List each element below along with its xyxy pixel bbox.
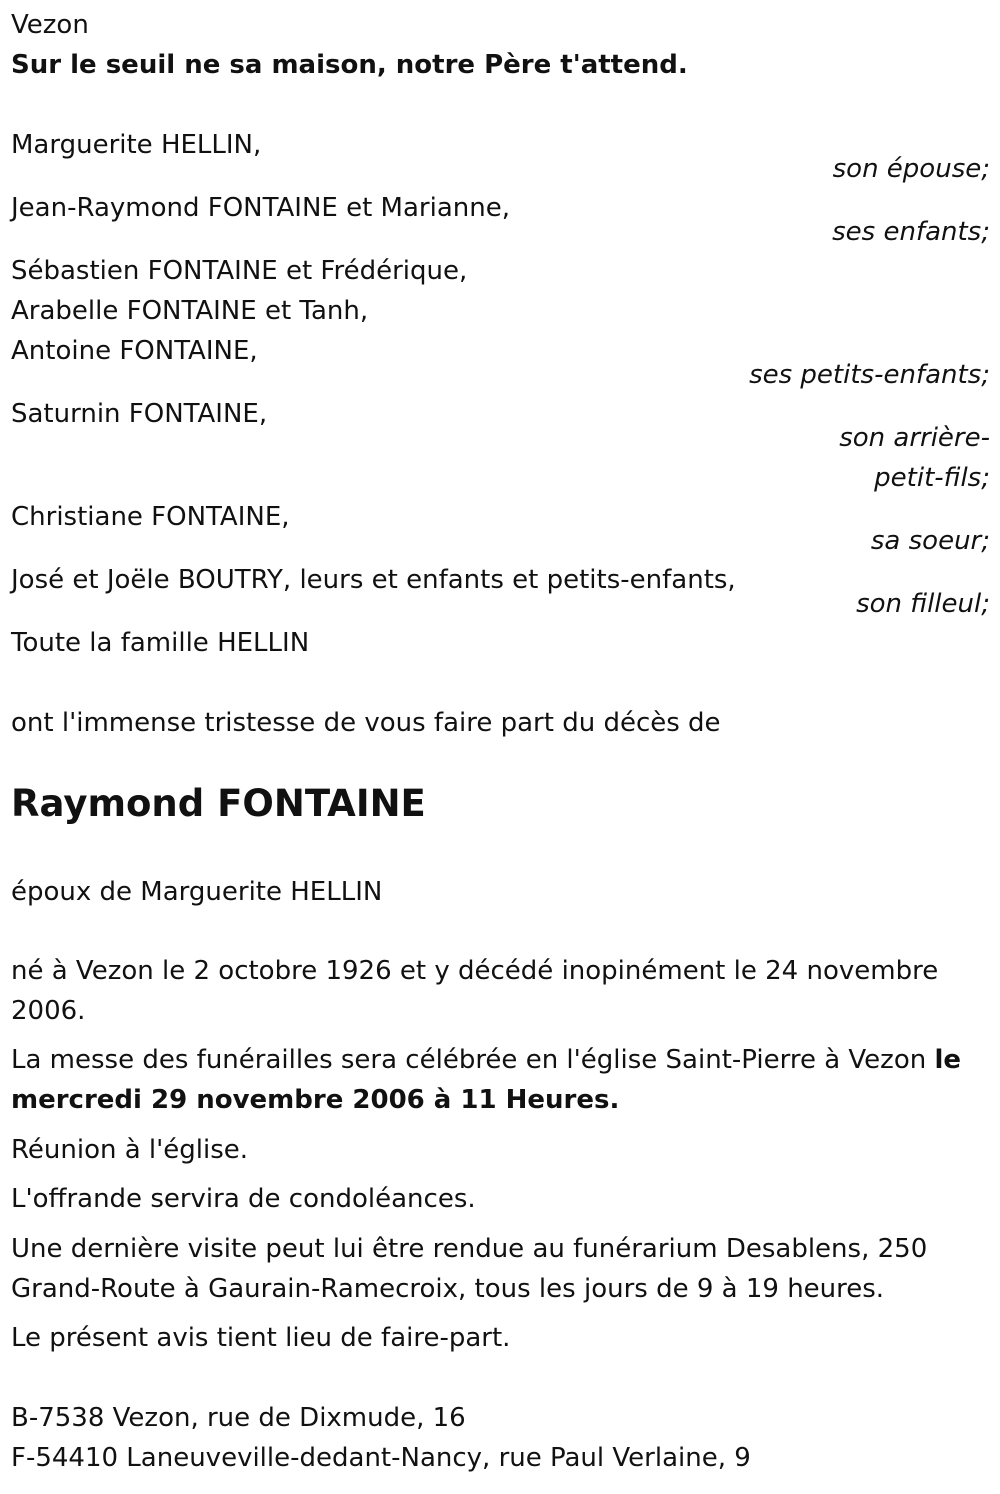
spouse-name: Marguerite HELLIN, bbox=[11, 130, 262, 160]
great-grandson-role-line2: petit-fils; bbox=[874, 463, 990, 493]
funeral-mass-date: le mercredi 29 novembre 2006 à 11 Heures. bbox=[11, 1045, 962, 1115]
visit-text: Une dernière visite peut lui être rendue au funérarium Desablens, 250 Grand-Route à Gaurain-Ramecroix, tous les jours de 9 à 19 heures. bbox=[11, 1234, 928, 1304]
address-1: B-7538 Vezon, rue de Dixmude, 16 bbox=[11, 1403, 466, 1433]
godson-name: José et Joële BOUTRY, leurs et enfants et petits-enfants, bbox=[11, 565, 736, 595]
address-2: F-54410 Laneuveville-dedant-Nancy, rue Paul Verlaine, 9 bbox=[11, 1443, 751, 1473]
funeral-mass bbox=[11, 1040, 986, 1120]
children-name: Jean-Raymond FONTAINE et Marianne, bbox=[11, 193, 510, 223]
spouse-role: son épouse; bbox=[832, 154, 990, 184]
grandchildren-role: ses petits-enfants; bbox=[749, 360, 990, 390]
grandchild-2: Arabelle FONTAINE et Tanh, bbox=[11, 296, 369, 326]
great-grandson-role-line1: son arrière- bbox=[839, 423, 990, 453]
sister-role: sa soeur; bbox=[870, 526, 990, 556]
birth-death-text: né à Vezon le 2 octobre 1926 et y décédé inopinément le 24 novembre 2006. bbox=[11, 956, 939, 1026]
funeral-mass-text: La messe des funérailles sera célébrée en l'église Saint-Pierre à Vezon bbox=[11, 1045, 935, 1075]
grandchild-1: Sébastien FONTAINE et Frédérique, bbox=[11, 256, 468, 286]
meeting-text: Réunion à l'église. bbox=[11, 1135, 249, 1165]
announcement: ont l'immense tristesse de vous faire part du décès de bbox=[11, 708, 721, 738]
great-grandson-name: Saturnin FONTAINE, bbox=[11, 399, 268, 429]
sister-name: Christiane FONTAINE, bbox=[11, 502, 290, 532]
motto: Sur le seuil ne sa maison, notre Père t'attend. bbox=[11, 50, 688, 80]
children-role: ses enfants; bbox=[832, 217, 990, 247]
deceased-name: Raymond FONTAINE bbox=[11, 782, 426, 825]
place-heading: Vezon bbox=[11, 10, 89, 40]
grandchild-3: Antoine FONTAINE, bbox=[11, 336, 258, 366]
family-all: Toute la famille HELLIN bbox=[11, 628, 310, 658]
notice-text: Le présent avis tient lieu de faire-part. bbox=[11, 1323, 511, 1353]
godson-role: son filleul; bbox=[856, 589, 990, 619]
deceased-spouse-line: époux de Marguerite HELLIN bbox=[11, 877, 383, 907]
offering-text: L'offrande servira de condoléances. bbox=[11, 1184, 476, 1214]
